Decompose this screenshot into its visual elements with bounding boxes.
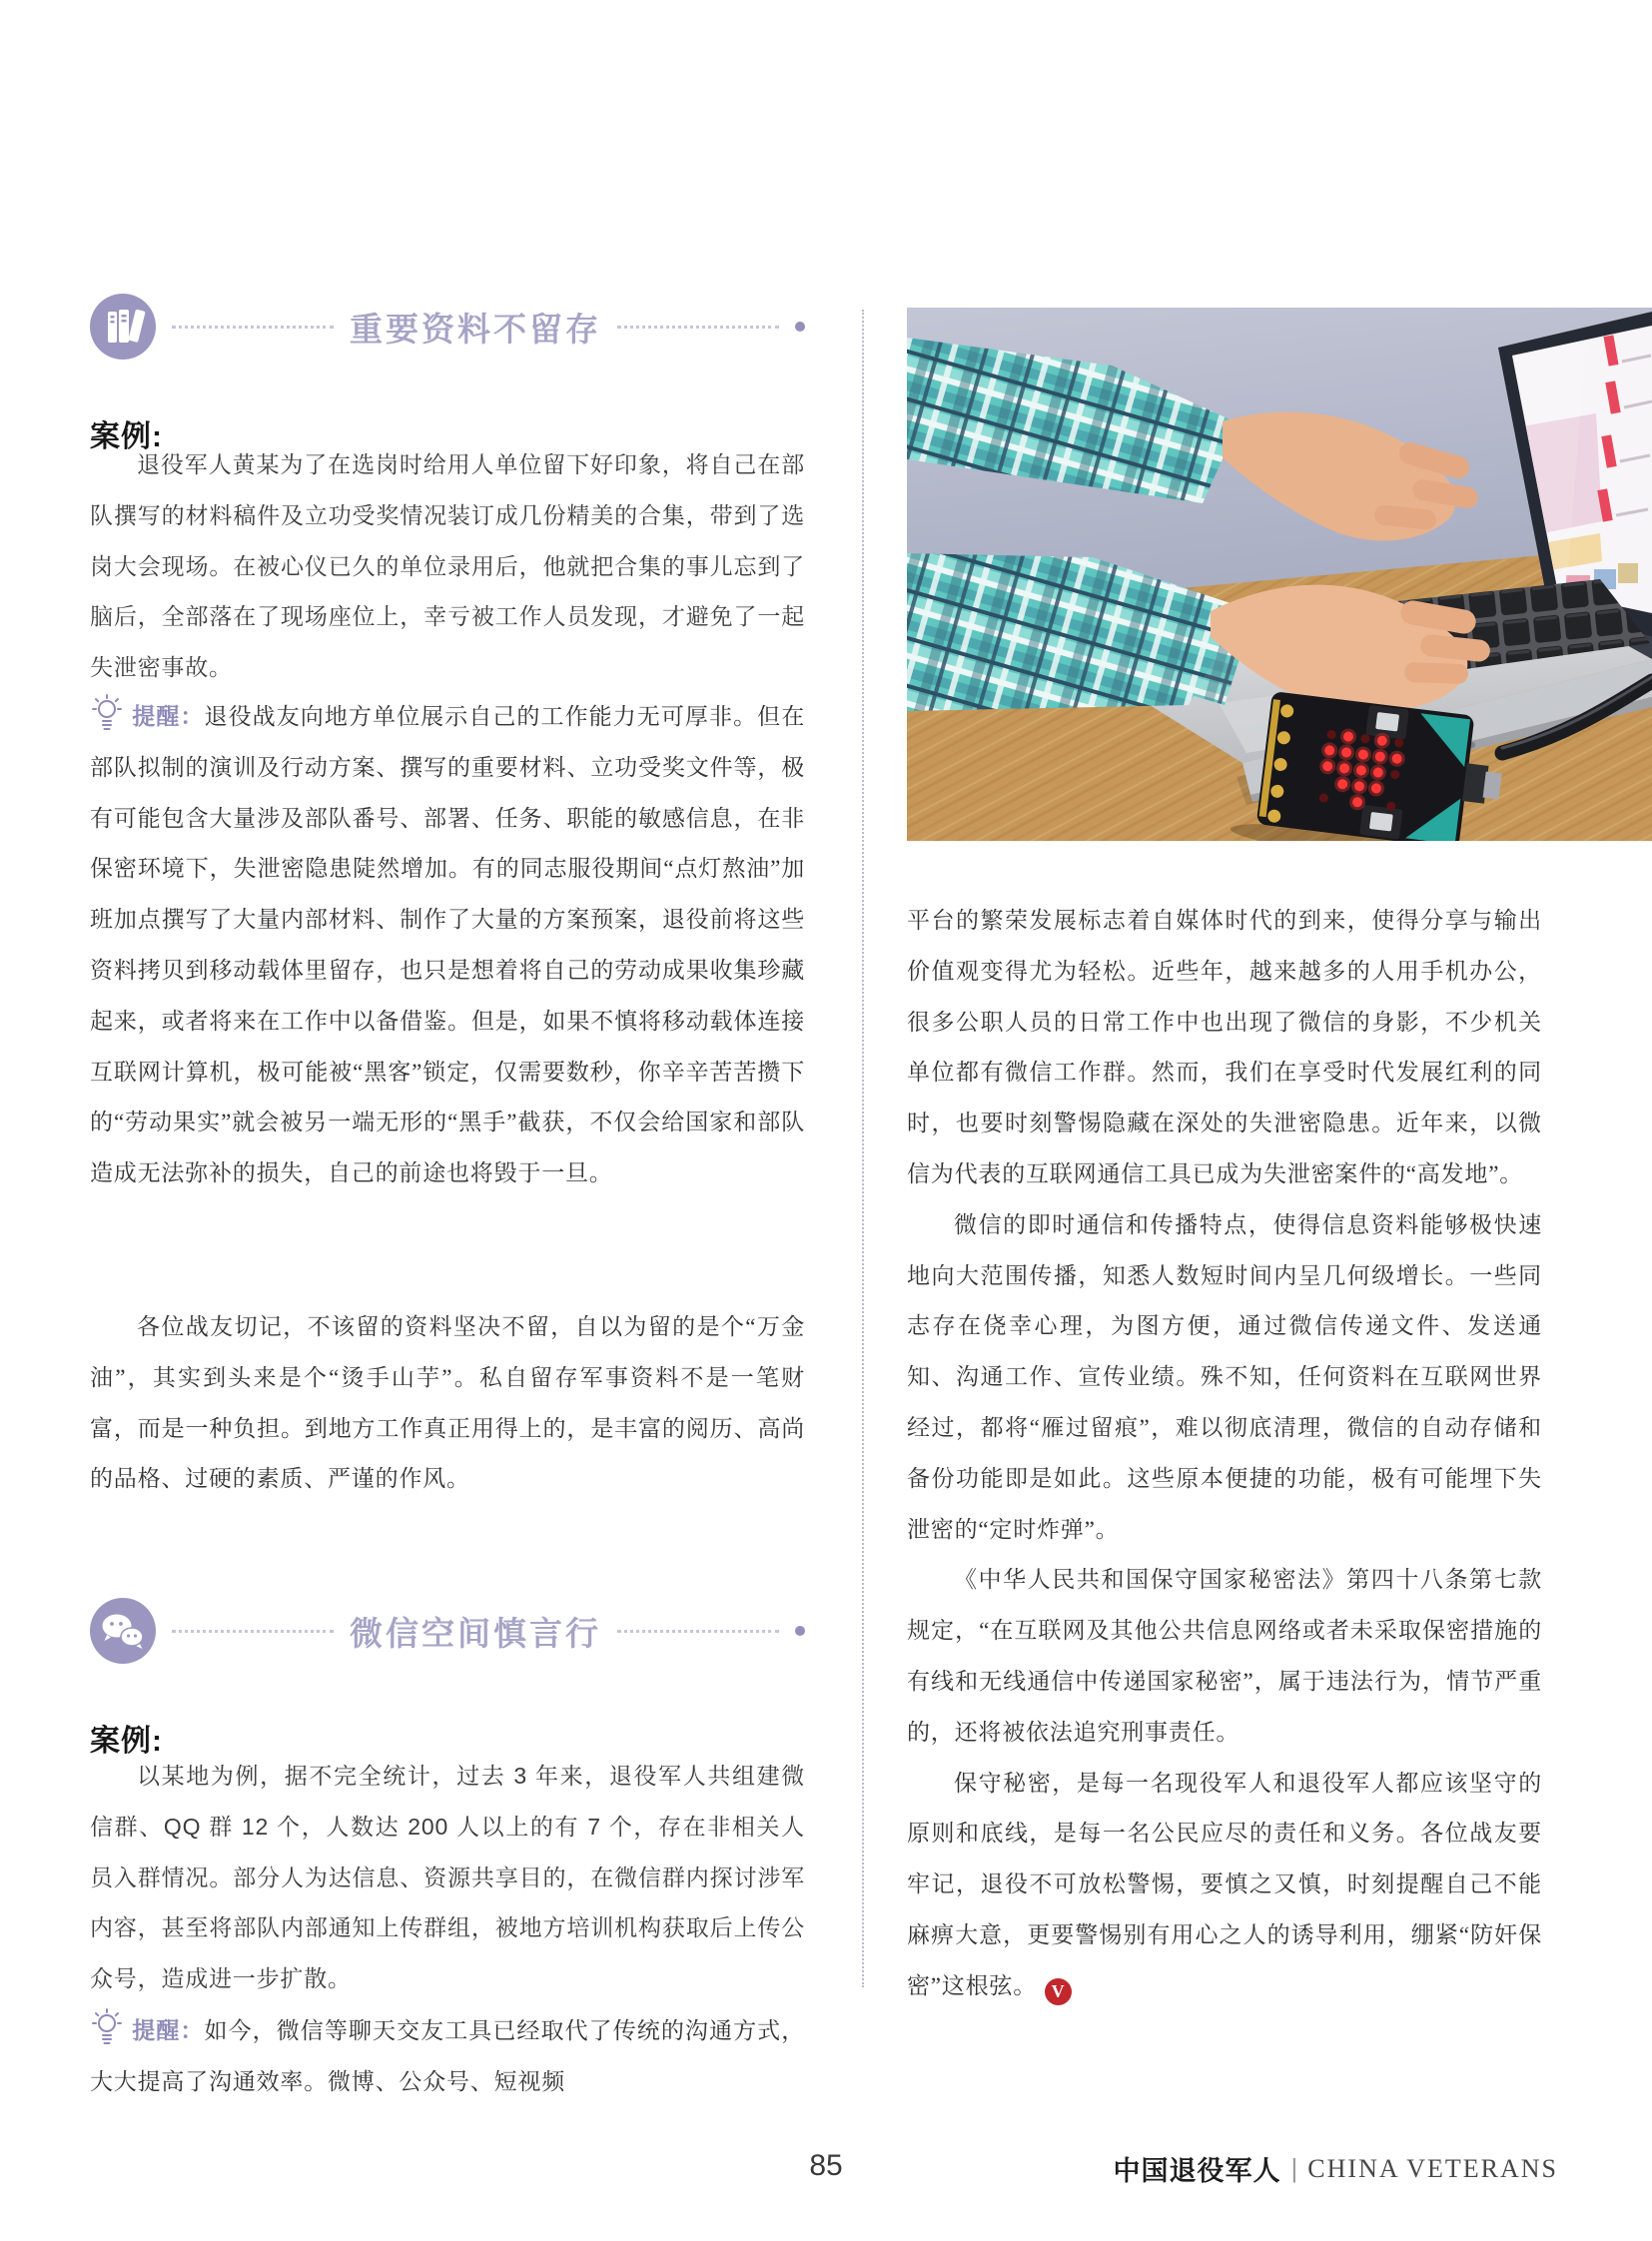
header-dotted-line <box>617 326 779 329</box>
header-end-dot <box>795 322 805 332</box>
right-paragraph-4 <box>907 1759 1542 2012</box>
keep-paragraph: 各位战友切记，不该留的资料坚决不留，自以为留的是个“万金油”，其实到头来是个“烫手山芋”。私自留存军事资料不是一笔财富，而是一种负担。到地方工作真正用得上的，是丰富的阅历、高尚的品格、过硬的素质、严谨的作风。 <box>90 1314 805 1492</box>
right-paragraph-3: 《中华人民共和国保守国家秘密法》第四十八条第七款规定，“在互联网及其他公共信息网络或者未采取保密措施的有线和无线通信中传递国家秘密”，属于违法行为，情节严重的，还将被依法追究刑事责任。 <box>907 1567 1542 1745</box>
brand-en: CHINA VETERANS <box>1307 2153 1558 2183</box>
case-paragraph-2: 以某地为例，据不完全统计，过去 3 年来，退役军人共组建微信群、QQ 群 12 个，人数达 200 人以上的有 7 个，存在非相关人员入群情况。部分人为达信息、资源共享目的，在微信群内探讨涉军内容，甚至将部队内部通知上传群组，被地方培训机构获取后上传公众号，造成进一步扩散。 <box>90 1763 805 1992</box>
header-dotted-line <box>172 1630 334 1633</box>
wechat-icon <box>90 1598 156 1664</box>
brand-cn: 中国退役军人 <box>1113 2156 1281 2186</box>
section-title: 微信空间慎言行 <box>350 1614 601 1652</box>
right-column-text <box>907 896 1542 2012</box>
section-header-2 <box>90 1596 805 1666</box>
remind-text: 退役战友向地方单位展示自己的工作能力无可厚非。但在部队拟制的演训及行动方案、撰写的重要材料、立功受奖文件等，极有可能包含大量涉及部队番号、部署、任务、职能的敏感信息，在非保密环境下，失泄密隐患陡然增加。有的同志服役期间“点灯熬油”加班加点撰写了大量内部材料、制作了大量的方案预案，退役前将这些资料拷贝到移动载体里留存，也只是想着将自己的劳动成果收集珍藏起来，或者将来在工作中以备借鉴。但是，如果不慎将移动载体连接互联网计算机，极可能被“黑客”锁定，仅需要数秒，你辛辛苦苦攒下的“劳动果实”就会被另一端无形的“黑手”截获，不仅会给国家和部队造成无法弥补的损失，自己的前途也将毁于一旦。 <box>90 704 806 1186</box>
remind-label: 提醒： <box>132 703 205 729</box>
column-divider <box>862 310 864 1987</box>
books-icon <box>90 294 156 360</box>
remind-paragraph-2 <box>90 2005 805 2108</box>
remind-label: 提醒： <box>132 2017 205 2043</box>
case-paragraph-1: 退役军人黄某为了在选岗时给用人单位留下好印象，将自己在部队撰写的材料稿件及立功受奖情况装订成几份精美的合集，带到了选岗大会现场。在被心仪已久的单位录用后，他就把合集的事儿忘到了脑后，全部落在了现场座位上，幸亏被工作人员发现，才避免了一起失泄密事故。 <box>90 451 805 681</box>
article-photo <box>907 308 1652 841</box>
lightbulb-icon <box>90 2007 124 2047</box>
right-paragraph-1: 平台的繁荣发展标志着自媒体时代的到来，使得分享与输出价值观变得尤为轻松。近些年，越来越多的人用手机办公，很多公职人员的日常工作中也出现了微信的身影，不少机关单位都有微信工作群。然而，我们在享受时代发展红利的同时，也要时刻警惕隐藏在深处的失泄密隐患。近年来，以微信为代表的互联网通信工具已成为失泄密案件的“高发地”。 <box>907 908 1542 1186</box>
header-dotted-line <box>172 326 334 329</box>
brand-separator: | <box>1290 2153 1298 2183</box>
footer-brand <box>1114 2149 1558 2188</box>
section-header-1 <box>90 292 805 362</box>
red-circle-v-icon: V <box>1045 1978 1072 2005</box>
right-paragraph-2: 微信的即时通信和传播特点，使得信息资料能够极快速地向大范围传播，知悉人数短时间内呈几何级增长。一些同志存在侥幸心理，为图方便，通过微信传递文件、发送通知、沟通工作、宣传业绩。殊不知，任何资料在互联网世界经过，都将“雁过留痕”，难以彻底清理，微信的自动存储和备份功能即是如此。这些原本便捷的功能，极有可能埋下失泄密的“定时炸弹”。 <box>907 1211 1542 1542</box>
page-number: 85 <box>809 2149 843 2182</box>
case-label-2: 案例: <box>90 1725 163 1758</box>
right-paragraph-4-text: 保守秘密，是每一名现役军人和退役军人都应该坚守的原则和底线，是每一名公民应尽的责任和义务。各位战友要牢记，退役不可放松警惕，要慎之又慎，时刻提醒自己不能麻痹大意，更要警惕别有用心之人的诱导利用，绷紧“防奸保密”这根弦。 <box>907 1770 1542 1998</box>
remind-text: 如今，微信等聊天交友工具已经取代了传统的沟通方式，大大提高了沟通效率。微博、公众号、短视频 <box>90 2018 806 2094</box>
section-title: 重要资料不留存 <box>350 310 601 348</box>
case-label-1: 案例: <box>90 420 163 453</box>
lightbulb-icon <box>90 693 124 733</box>
remind-paragraph-1 <box>90 691 805 1199</box>
header-dotted-line <box>617 1630 779 1633</box>
header-end-dot <box>795 1626 805 1636</box>
